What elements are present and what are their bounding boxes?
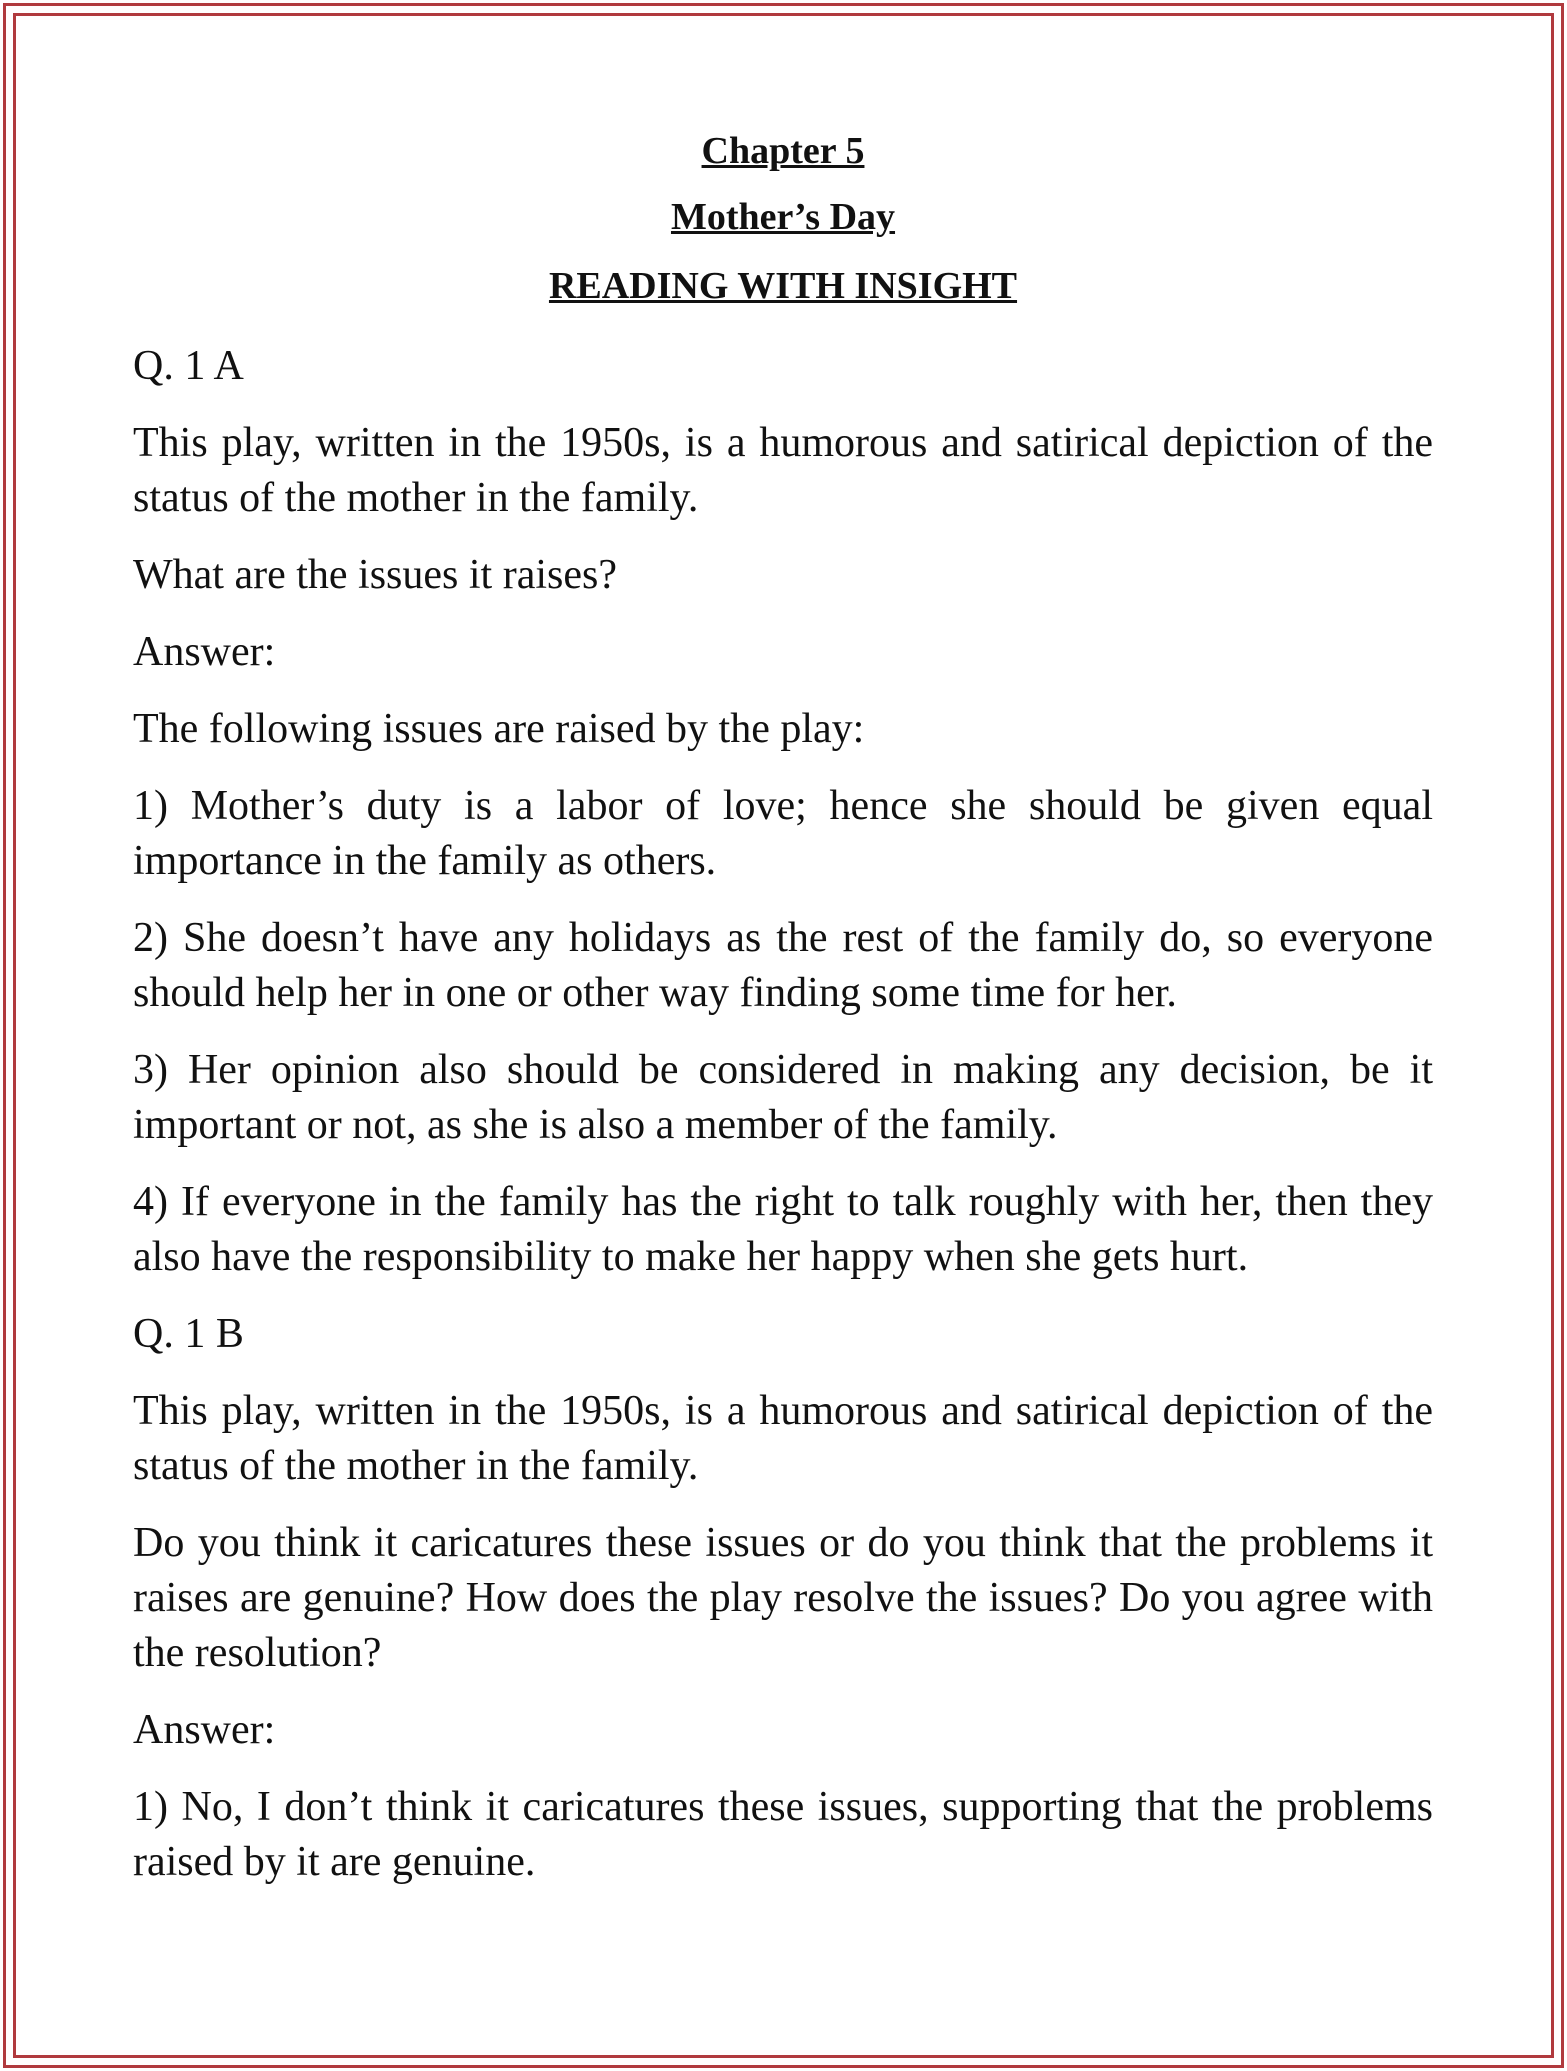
question-context-q1a: This play, written in the 1950s, is a humorous and satirical depiction of the status of the mother in the family. — [133, 420, 1433, 521]
answer-point: 2) She doesn’t have any holidays as the rest of the family do, so everyone should help her in one or other way finding some time for her. — [133, 915, 1433, 1016]
question-context-q1b: This play, written in the 1950s, is a humorous and satirical depiction of the status of the mother in the family. — [133, 1388, 1433, 1489]
answer-label-q1a: Answer: — [133, 629, 276, 675]
answer-point: 1) Mother’s duty is a labor of love; hence she should be given equal importance in the family as others. — [133, 783, 1433, 884]
answer-label-q1b: Answer: — [133, 1707, 276, 1753]
question-text-q1b: Do you think it caricatures these issues or do you think that the problems it raises are genuine? How does the play resolve the issues? Do you agree with the resolution? — [133, 1520, 1433, 1676]
section-heading: READING WITH INSIGHT — [548, 265, 1018, 307]
document-body — [133, 132, 1433, 1912]
chapter-title: Mother’s Day — [670, 196, 896, 238]
answer-point: 1) No, I don’t think it caricatures these issues, supporting that the problems raised by it are genuine. — [133, 1784, 1433, 1885]
answer-point: 4) If everyone in the family has the right to talk roughly with her, then they also have the responsibility to make her happy when she gets hurt. — [133, 1179, 1433, 1280]
answer-intro-q1a: The following issues are raised by the play: — [133, 706, 865, 752]
chapter-heading: Chapter 5 — [701, 130, 865, 172]
question-label-q1b: Q. 1 B — [133, 1311, 244, 1357]
question-label-q1a: Q. 1 A — [133, 343, 244, 389]
question-text-q1a: What are the issues it raises? — [133, 552, 617, 598]
answer-point: 3) Her opinion also should be considered in making any decision, be it important or not, as she is also a member of the family. — [133, 1047, 1433, 1148]
